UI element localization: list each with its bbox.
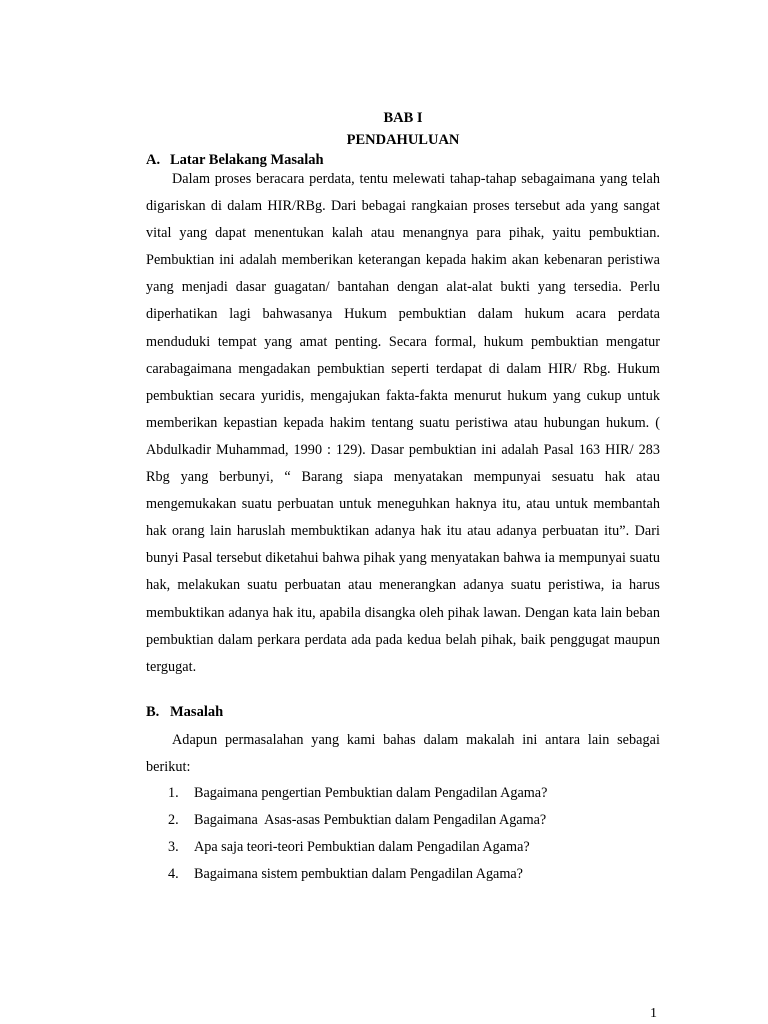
list-item-text: Bagaimana pengertian Pembuktian dalam Pengadilan Agama? — [194, 785, 548, 801]
list-item-number: 4. — [168, 866, 179, 883]
list-item — [168, 780, 547, 807]
section-a-letter: A. — [146, 152, 161, 168]
section-b-heading — [146, 702, 223, 722]
list-item-number: 1. — [168, 785, 179, 801]
section-b-paragraph: Adapun permasalahan yang kami bahas dalam makalah ini antara lain sebagai berikut: — [146, 732, 660, 776]
list-item-text: Bagaimana sistem pembuktian dalam Pengadilan Agama? — [194, 866, 523, 883]
list-item — [168, 807, 547, 834]
section-b-title: Masalah — [170, 704, 224, 720]
section-a-paragraph: Dalam proses beracara perdata, tentu melewati tahap-tahap sebagaimana yang telah digariskan di dalam HIR/RBg. Dari bebagai rangkaian proses tersebut ada yang sangat vital yang dapat menentukan kalah atau menangnya para pihak, yaitu pembuktian. Pembuktian ini adalah memberikan keterangan kepada hakim akan kebenaran peristiwa yang menjadi dasar guagatan/ bantahan dengan alat-alat bukti yang tersedia. Perlu diperhatikan lagi bahwasanya Hukum pembuktian dalam hukum acara perdata menduduki tempat yang amat penting. Secara formal, hukum pembuktian mengatur carabagaimana mengadakan pembuktian seperti terdapat di dalam HIR/ Rbg. Hukum pembuktian secara yuridis, mengajukan fakta-fakta menurut hukum yang cukup untuk memberikan kepastian kepada hakim tentang suatu peristiwa atau hubungan hukum. ( Abdulkadir Muhammad, 1990 : 129). Dasar pembuktian ini adalah Pasal 163 HIR/ 283 Rbg yang berbunyi, “ Barang siapa menyatakan mempunyai sesuatu hak atau mengemukakan suatu perbuatan untuk meneguhkan haknya itu, atau untuk membantah hak orang lain haruslah membuktikan adanya hak itu atau adanya perbuatan itu”. Dari bunyi Pasal tersebut diketahui bahwa pihak yang menyatakan bahwa ia mempunyai suatu hak, melakukan suatu perbuatan atau menerangkan adanya suatu peristiwa, ia harus membuktikan adanya hak itu, apabila disangka oleh pihak lawan. Dengan kata lain beban pembuktian dalam perkara perdata ada pada kedua belah pihak, baik penggugat maupun tergugat. — [146, 171, 660, 675]
list-item-number: 2. — [168, 812, 179, 829]
list-item-text: Bagaimana Asas-asas Pembuktian dalam Pengadilan Agama? — [194, 812, 547, 829]
list-item-text: Apa saja teori-teori Pembuktian dalam Pengadilan Agama? — [194, 839, 530, 856]
section-b-letter: B. — [146, 704, 160, 720]
list-item — [168, 861, 547, 888]
section-a-title: Latar Belakang Masalah — [170, 152, 324, 168]
question-list — [168, 780, 547, 888]
list-item-number: 3. — [168, 839, 179, 856]
chapter-number: BAB I — [383, 110, 423, 126]
page-number: 1 — [650, 1006, 657, 1021]
chapter-title: PENDAHULUAN — [346, 132, 460, 148]
list-item — [168, 834, 547, 861]
